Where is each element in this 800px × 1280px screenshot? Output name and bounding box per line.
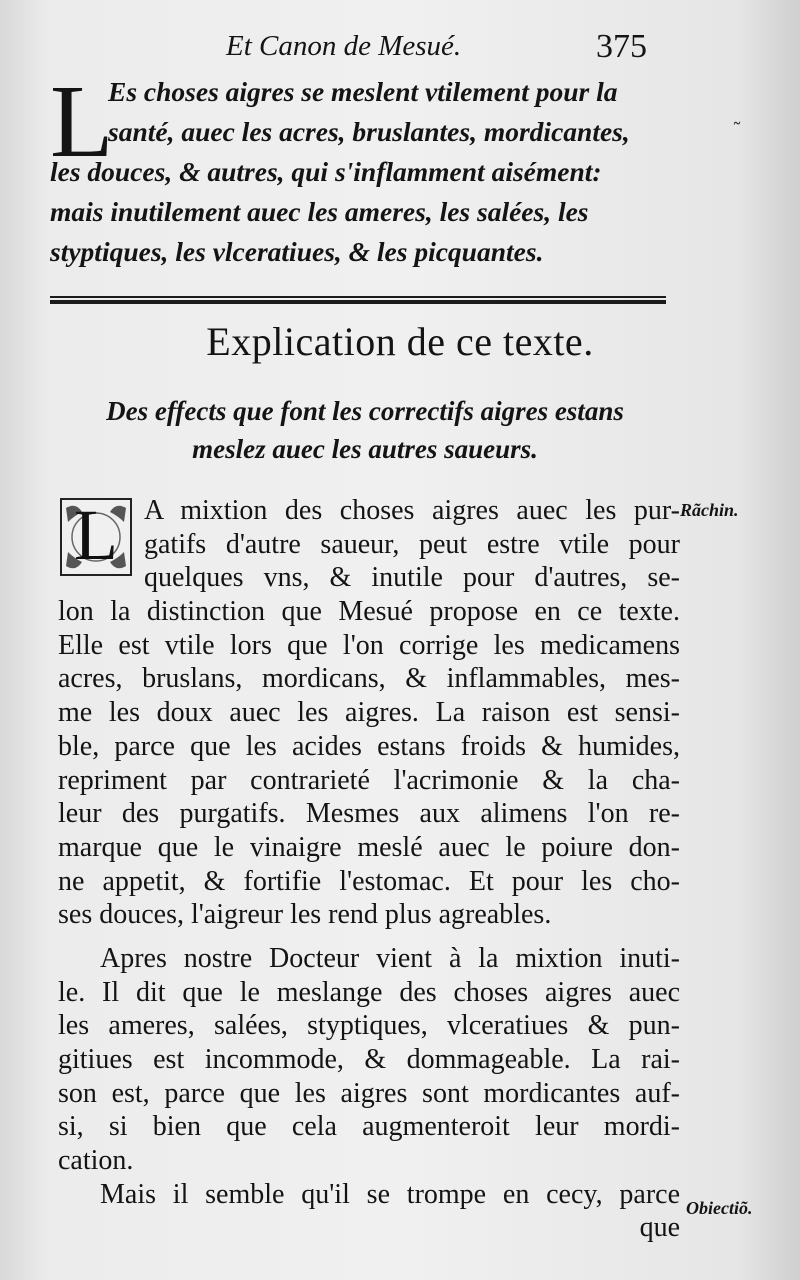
initial-letter: L	[74, 495, 118, 575]
canon-line: styptiques, les vlceratiues, & les picquantes.	[50, 236, 544, 267]
text-line: gitiues est incommode, & dommageable. La rai-	[58, 1044, 680, 1075]
page-number: 375	[596, 28, 647, 65]
paragraph-third	[58, 1178, 680, 1245]
text-line: acres, bruslans, mordicans, & inflammables, mes-	[58, 663, 680, 695]
section-title: Explication de ce texte.	[206, 319, 594, 364]
canon-text	[50, 64, 680, 272]
text-line: repriment par contrarieté l'acrimonie & la cha-	[58, 764, 680, 796]
paragraph-second	[58, 942, 680, 1178]
canon-line: Es choses aigres se meslent vtilement pour la	[108, 76, 618, 107]
margin-note-objection: Obiectiõ.	[686, 1198, 753, 1218]
text-line: quelques vns, & inutile pour d'autres, se-	[144, 562, 680, 594]
canon-drop-letter: L	[50, 64, 114, 179]
text-line: le. Il dit que le meslange des choses aigres auec	[58, 976, 680, 1008]
canon-line: santé, auec les acres, bruslantes, mordicantes,	[108, 116, 630, 147]
running-title: Et Canon de Mesué.	[226, 30, 462, 62]
text-line: ble, parce que les acides estans froids & humides,	[58, 730, 680, 762]
text-line: leur des purgatifs. Mesmes aux alimens l'on re-	[58, 798, 680, 830]
text-line: me les doux auec les aigres. La raison est sensi-	[58, 697, 680, 729]
subtitle-line: meslez auec les autres saueurs.	[192, 434, 538, 464]
margin-note-rachin: Rãchin.	[680, 500, 739, 520]
text-line: les ameres, salées, styptiques, vlceratiues & pun-	[58, 1010, 680, 1042]
text-line: lon la distinction que Mesué propose en ce texte.	[58, 596, 680, 628]
divider-rule-thin	[50, 296, 666, 298]
text-line: Apres nostre Docteur vient à la mixtion inuti-	[100, 942, 680, 974]
canon-line: mais inutilement auec les ameres, les salées, les	[50, 196, 589, 227]
section-subtitle	[50, 392, 680, 468]
text-line: cation.	[58, 1145, 134, 1177]
subtitle-line: Des effects que font les correctifs aigres estans	[106, 396, 624, 426]
text-line: A mixtion des choses aigres auec les pur-	[144, 495, 680, 526]
text-line: marque que le vinaigre meslé auec le poiure don-	[58, 831, 680, 863]
text-line: Elle est vtile lors que l'on corrige les medicamens	[58, 629, 680, 661]
canon-line: les douces, & autres, qui s'inflamment aisément:	[50, 156, 602, 187]
stray-mark: ˜	[732, 118, 742, 142]
text-line: gatifs d'autre saueur, peut estre vtile pour	[144, 528, 680, 560]
text-line: ne appetit, & fortifie l'estomac. Et pour les cho-	[58, 865, 680, 897]
divider-rule-thick	[50, 300, 666, 304]
text-line: si, si bien que cela augmenteroit leur mordi-	[58, 1111, 680, 1143]
text-line: son est, parce que les aigres sont mordicantes auf-	[58, 1077, 680, 1109]
text-line: ses douces, l'aigreur les rend plus agreables.	[58, 899, 552, 931]
paragraph-first	[58, 494, 680, 932]
catchword: que	[639, 1212, 680, 1244]
page-header	[0, 30, 800, 70]
text-line: Mais il semble qu'il se trompe en cecy, parce	[100, 1178, 680, 1210]
commentary-body	[58, 494, 680, 1245]
